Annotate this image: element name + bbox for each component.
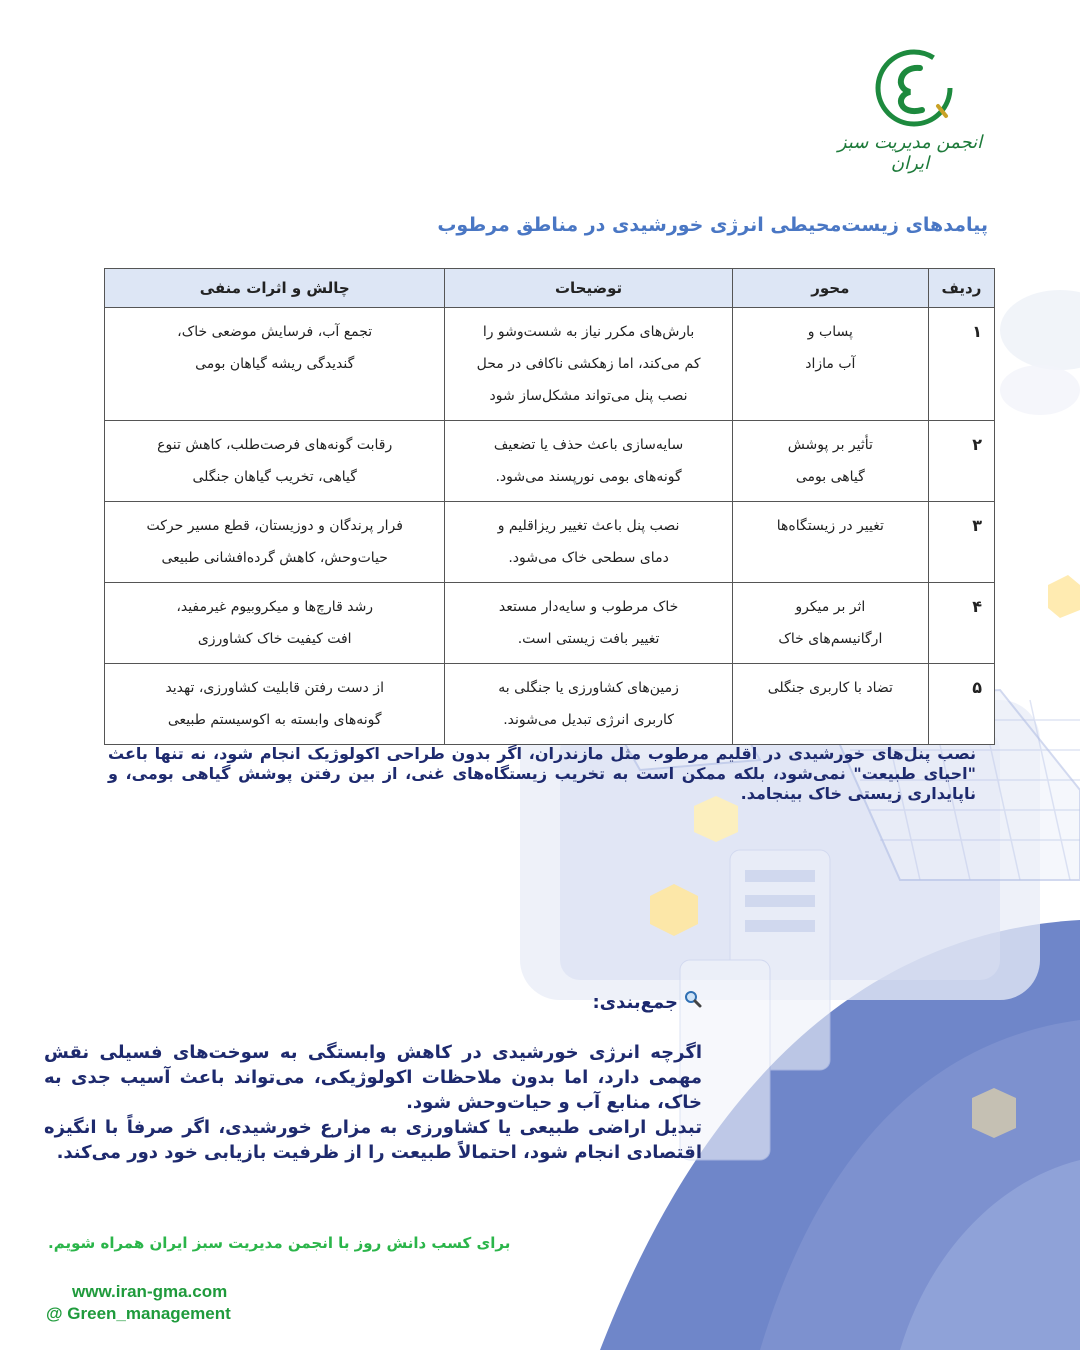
cell-line: ارگانیسم‌های خاک [778,631,883,647]
row-challenge [105,583,445,664]
header-challenge: چالش و اثرات منفی [105,269,445,308]
header-description: توضیحات [445,269,732,308]
cell-line: دمای سطحی خاک می‌شود. [508,550,669,566]
cell-line: گونه‌های وابسته به اکوسیستم طبیعی [167,712,382,728]
call-to-action: برای کسب دانش روز با انجمن مدیریت سبز ایران همراه شویم. [48,1234,511,1252]
website-link[interactable]: www.iran-gma.com [72,1282,228,1301]
cell-line: از دست رفتن قابلیت کشاورزی، تهدید [165,680,384,696]
row-number: ۲ [928,421,994,502]
summary-paragraph-2: تبدیل اراضی طبیعی یا کشاورزی به مزارع خورشیدی، اگر صرفاً با انگیزه اقتصادی انجام شود، احتمالاً طبیعت را از ظرفیت بازیابی خود دور می‌کند. [44,1117,702,1163]
cell-line: اثر بر میکرو [795,599,866,615]
cell-line: سایه‌سازی باعث حذف یا تضعیف [493,437,684,453]
cell-line: کم می‌کند، اما زهکشی ناکافی در محل [476,356,701,372]
row-axis [732,583,928,664]
cell-line: افت کیفیت خاک کشاورزی [197,631,352,647]
table-row [105,502,995,583]
summary-heading-label: جمع‌بندی: [592,992,678,1013]
cell-line: بارش‌های مکرر نیاز به شست‌وشو را [482,324,695,340]
page-title: پیامدهای زیست‌محیطی انرژی خورشیدی در مناطق مرطوب [437,214,988,236]
table-row [105,583,995,664]
cell-line: گیاهی، تخریب گیاهان جنگلی [192,469,357,485]
cell-line: پساب و [807,324,853,340]
intro-paragraph: نصب پنل‌های خورشیدی در اقلیم مرطوب مثل مازندران، اگر بدون طراحی اکولوژیک انجام شود، نه تنها باعث "احیای طبیعت" نمی‌شود، بلکه ممکن است به تخریب زیستگاه‌های غنی، از بین رفتن پوشش گیاهی بومی، و ناپایداری زیستی خاک بینجامد. [108,744,976,803]
cell-line: فرار پرندگان و دوزیستان، قطع مسیر حرکت [146,518,403,534]
row-challenge [105,308,445,421]
table-header-row [105,269,995,308]
cell-line: رقابت گونه‌های فرصت‌طلب، کاهش تنوع [157,437,393,453]
table-row [105,421,995,502]
table-row [105,308,995,421]
row-description [445,421,732,502]
row-axis [732,308,928,421]
cell-line: نصب پنل باعث تغییر ریزاقلیم و [497,518,680,534]
cell-line: خاک مرطوب و سایه‌دار مستعد [498,599,679,615]
summary-heading [592,990,702,1013]
row-challenge [105,664,445,745]
row-number: ۱ [928,308,994,421]
row-number: ۵ [928,664,994,745]
logo-text: انجمن مدیریت سبز ایران [837,132,983,174]
row-axis [732,502,928,583]
cell-line: کاربری انرژی تبدیل می‌شوند. [503,712,674,728]
row-number: ۳ [928,502,994,583]
summary-text [44,1040,702,1165]
magnifier-icon [684,990,702,1013]
impacts-table [104,268,995,745]
header-row-number: ردیف [928,269,994,308]
row-challenge [105,502,445,583]
cell-line: گندیدگی ریشه گیاهان بومی [195,356,355,372]
row-number: ۴ [928,583,994,664]
row-axis [732,664,928,745]
row-description [445,664,732,745]
cell-line: رشد قارچ‌ها و میکروبیوم غیرمفید، [176,599,374,615]
cell-line: تغییر بافت زیستی است. [517,631,660,647]
cell-line: زمین‌های کشاورزی یا جنگلی به [498,680,679,696]
row-challenge [105,421,445,502]
cell-line: آب مازاد [805,356,856,372]
summary-paragraph-1: اگرچه انرژی خورشیدی در کاهش وابستگی به سوخت‌های فسیلی نقش مهمی دارد، اما بدون ملاحظات اکولوژیکی، می‌تواند باعث آسیب جدی به خاک، منابع آب و حیات‌وحش شود. [44,1042,702,1113]
cell-line: گیاهی بومی [795,469,865,485]
cell-line: گونه‌های بومی نورپسند می‌شود. [495,469,682,485]
cell-line: نصب پنل می‌تواند مشکل‌ساز شود [489,388,688,404]
cell-line: تضاد با کاربری جنگلی [767,680,893,696]
cell-line: تأثیر بر پوشش [787,437,873,453]
row-description [445,308,732,421]
row-description [445,502,732,583]
logo-leaf-icon [836,48,986,138]
cell-line: تجمع آب، فرسایش موضعی خاک، [177,324,373,340]
row-axis [732,421,928,502]
header-axis: محور [732,269,928,308]
cell-line: تغییر در زیستگاه‌ها [776,518,884,534]
row-description [445,583,732,664]
cell-line: حیات‌وحش، کاهش گرده‌افشانی طبیعی [161,550,388,566]
table-row [105,664,995,745]
social-handle[interactable]: @ Green_management [46,1304,231,1323]
